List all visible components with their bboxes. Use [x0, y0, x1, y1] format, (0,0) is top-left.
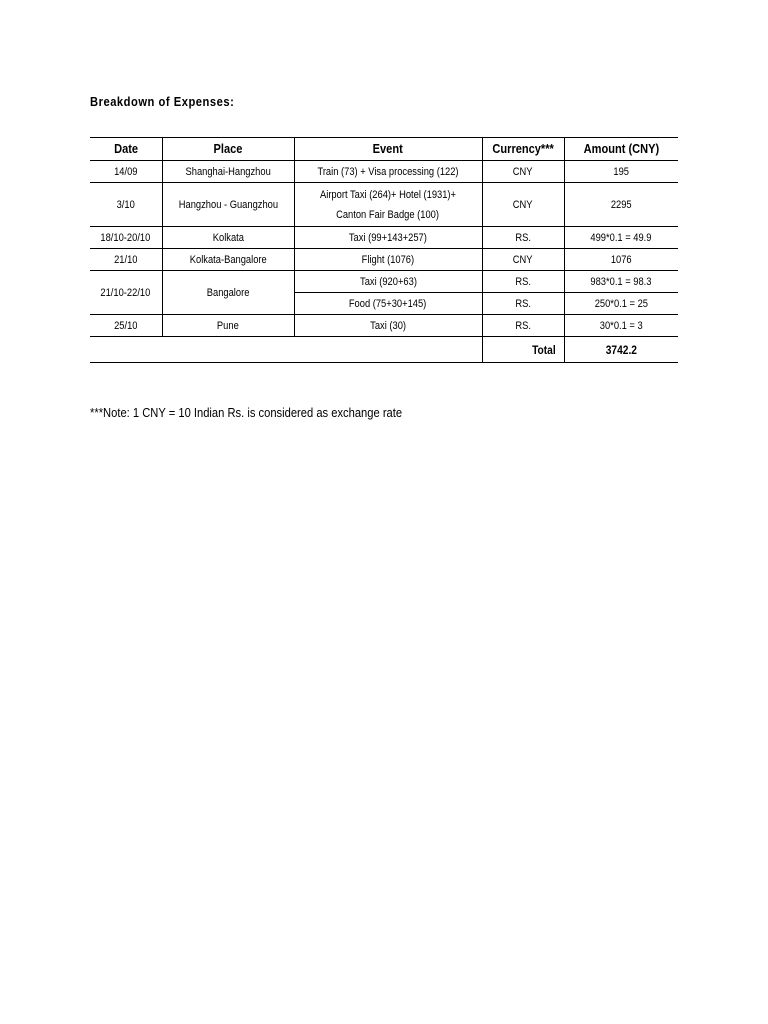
cell-currency: CNY: [482, 161, 564, 183]
document-heading: Breakdown of Expenses:: [90, 94, 235, 109]
cell-place: Kolkata: [162, 227, 294, 249]
cell-event: Taxi (99+143+257): [294, 227, 482, 249]
cell-currency: RS.: [482, 293, 564, 315]
cell-date: 21/10: [90, 249, 162, 271]
cell-event: Train (73) + Visa processing (122): [294, 161, 482, 183]
cell-date: 21/10-22/10: [90, 271, 162, 315]
cell-event: Taxi (30): [294, 315, 482, 337]
table-row: [90, 315, 678, 337]
cell-amount: 30*0.1 = 3: [564, 315, 678, 337]
cell-place: Hangzhou - Guangzhou: [162, 183, 294, 227]
total-label: Total: [482, 337, 564, 363]
cell-place: Bangalore: [162, 271, 294, 315]
header-date: Date: [90, 138, 162, 161]
cell-date: 18/10-20/10: [90, 227, 162, 249]
header-currency: Currency***: [482, 138, 564, 161]
cell-date: 14/09: [90, 161, 162, 183]
cell-event: Food (75+30+145): [294, 293, 482, 315]
cell-currency: RS.: [482, 315, 564, 337]
table-row: [90, 227, 678, 249]
table-header-row: [90, 138, 678, 161]
total-blank-cell: [90, 337, 482, 363]
cell-amount: 250*0.1 = 25: [564, 293, 678, 315]
cell-currency: CNY: [482, 249, 564, 271]
total-value: 3742.2: [564, 337, 678, 363]
table-row: [90, 271, 678, 293]
cell-currency: RS.: [482, 227, 564, 249]
cell-event: [294, 183, 482, 227]
event-line-2: Canton Fair Badge (100): [336, 208, 440, 221]
exchange-rate-note: ***Note: 1 CNY = 10 Indian Rs. is considered as exchange rate: [90, 405, 403, 420]
cell-currency: CNY: [482, 183, 564, 227]
header-place: Place: [162, 138, 294, 161]
cell-amount: 1076: [564, 249, 678, 271]
cell-place: Pune: [162, 315, 294, 337]
cell-amount: 195: [564, 161, 678, 183]
cell-amount: 2295: [564, 183, 678, 227]
table-row: [90, 161, 678, 183]
cell-date: 25/10: [90, 315, 162, 337]
cell-currency: RS.: [482, 271, 564, 293]
cell-place: Kolkata-Bangalore: [162, 249, 294, 271]
expenses-table: [90, 137, 678, 363]
event-line-1: Airport Taxi (264)+ Hotel (1931)+: [320, 188, 456, 201]
cell-place: Shanghai-Hangzhou: [162, 161, 294, 183]
cell-event: Taxi (920+63): [294, 271, 482, 293]
header-event: Event: [294, 138, 482, 161]
table-row: [90, 249, 678, 271]
cell-amount: 983*0.1 = 98.3: [564, 271, 678, 293]
cell-date: 3/10: [90, 183, 162, 227]
cell-amount: 499*0.1 = 49.9: [564, 227, 678, 249]
cell-event: Flight (1076): [294, 249, 482, 271]
table-row: [90, 183, 678, 227]
header-amount: Amount (CNY): [564, 138, 678, 161]
total-row: [90, 337, 678, 363]
